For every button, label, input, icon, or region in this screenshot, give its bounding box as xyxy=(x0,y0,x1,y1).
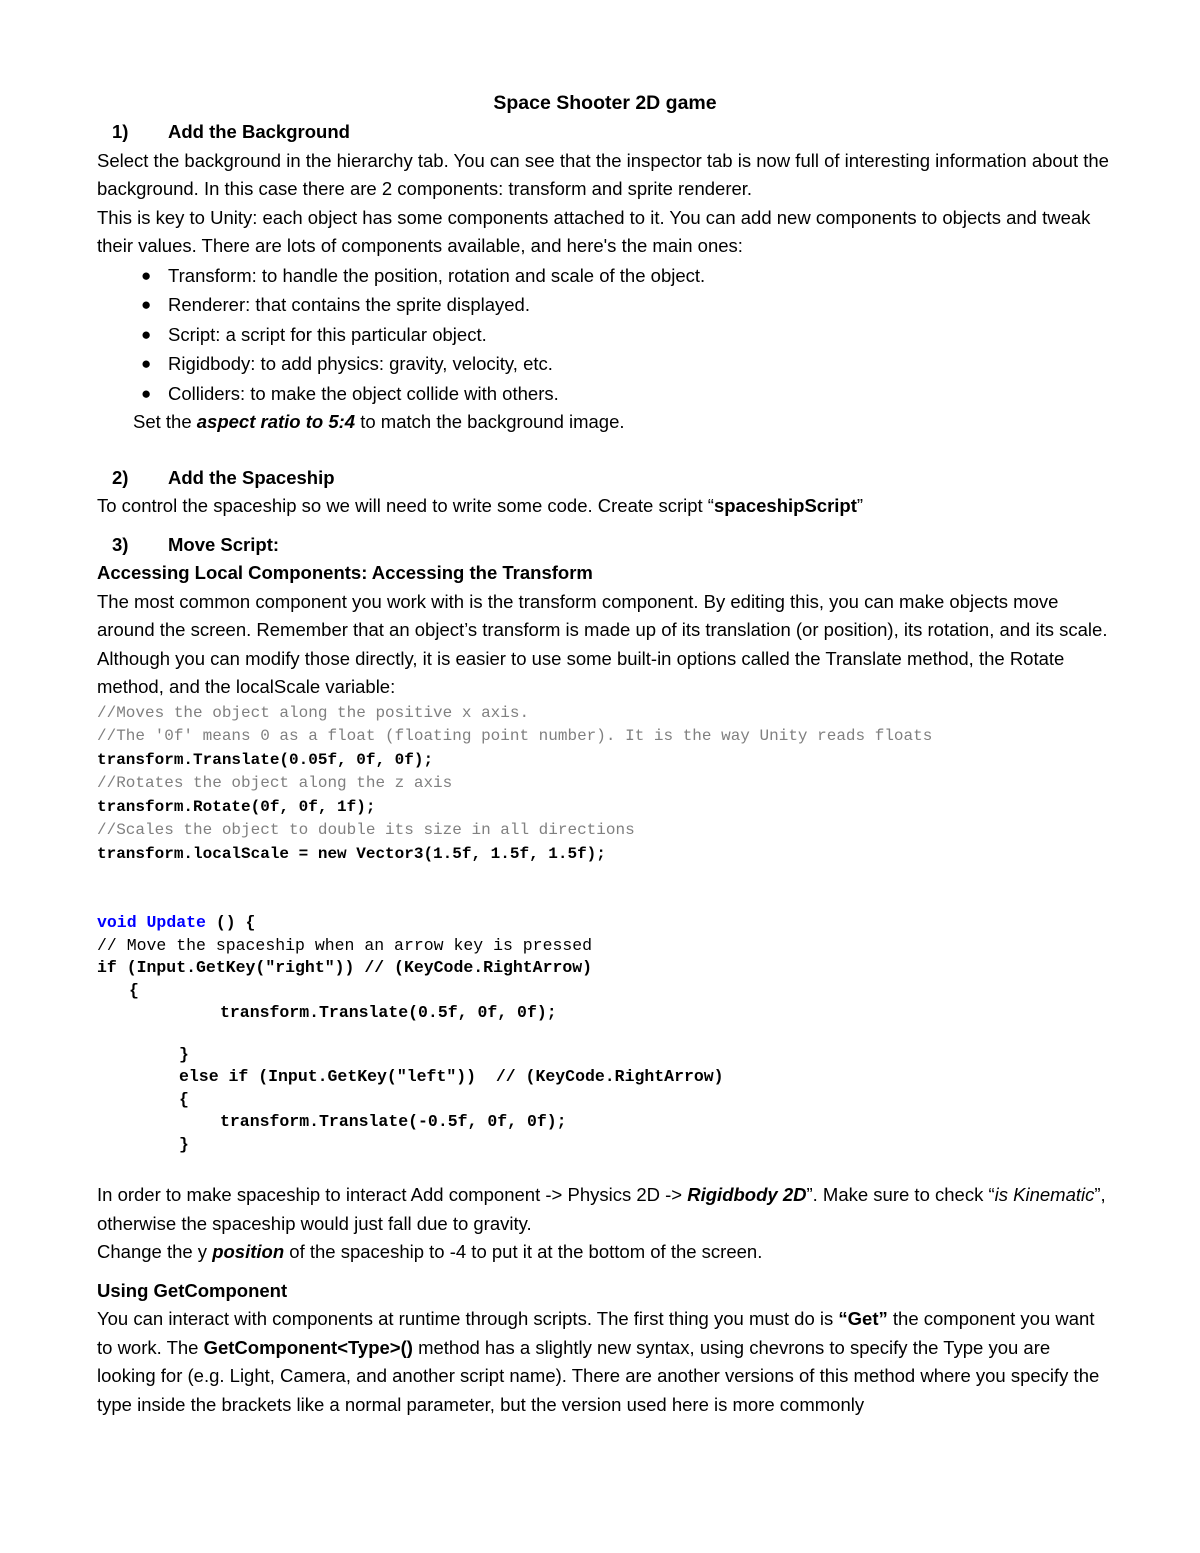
aspect-ratio-note: Set the aspect ratio to 5:4 to match the background image. xyxy=(133,411,625,432)
aspect-ratio-emphasis: aspect ratio to 5:4 xyxy=(196,411,356,432)
getcomponent-paragraph: You can interact with components at runtime through scripts. The first thing you must do is “Get” the component you want to work. The GetComponent<Type>() method has a slightly new syntax, using chevrons to specify the Type you are looking for (e.g. Light, Camera, and another script name). There are another versions of this method where you specify the type inside the brackets like a normal parameter, but the version used here is more commonly xyxy=(97,1308,1100,1415)
code-comment: //The '0f' means 0 as a float (floating point number). It is the way Unity reads floats xyxy=(97,727,933,745)
section-1-title: Add the Background xyxy=(168,121,350,142)
section-2-title: Add the Spaceship xyxy=(168,466,335,488)
section-3-heading xyxy=(97,531,1113,560)
transform-subheading: Accessing Local Components: Accessing the Transform xyxy=(97,562,593,583)
code-line: transform.Rotate(0f, 0f, 1f); xyxy=(97,797,376,816)
code-comment: // Move the spaceship when an arrow key is pressed xyxy=(97,935,593,955)
list-item: ● Renderer: that contains the sprite displayed. xyxy=(97,290,1113,320)
code-line: } xyxy=(179,1044,189,1064)
document-body xyxy=(97,88,1113,1419)
transform-paragraph: The most common component you work with is the transform component. By editing this, you can make objects move around the screen. Remember that an object’s transform is made up of its translation (or position), its rotation, and its scale. Although you can modify those directly, it is easier to use some built-in options called the Translate method, the Rotate method, and the localScale variable: xyxy=(97,590,1108,697)
code-line: else if (Input.GetKey("left")) // (KeyCode.RightArrow) xyxy=(179,1067,724,1086)
list-item: ● Transform: to handle the position, rotation and scale of the object. xyxy=(97,261,1113,291)
page-title: Space Shooter 2D game xyxy=(493,92,717,114)
section-1-paragraph-2: This is key to Unity: each object has some components attached to it. You can add new components to objects and tweak their values. There are lots of components available, and here's the main ones: xyxy=(97,206,1091,256)
section-3-title: Move Script: xyxy=(168,533,280,555)
bullet-icon: ● xyxy=(141,324,152,344)
code-line: transform.localScale = new Vector3(1.5f, 1.5f, 1.5f); xyxy=(97,844,606,863)
section-2-paragraph: To control the spaceship so we will need to write some code. Create script “spaceshipScript” xyxy=(97,495,864,516)
rigidbody-paragraph: In order to make spaceship to interact Add component -> Physics 2D -> Rigidbody 2D”. Make sure to check “is Kinematic”, otherwise the spaceship would just fall due to gravity. xyxy=(97,1184,1106,1234)
code-block-transform xyxy=(97,702,1113,867)
code-line: { xyxy=(129,980,139,1000)
section-2-number: 2) xyxy=(112,466,129,488)
bullet-icon: ● xyxy=(141,383,152,403)
code-line: } xyxy=(179,1134,189,1154)
bullet-icon: ● xyxy=(141,265,152,285)
code-line: transform.Translate(-0.5f, 0f, 0f); xyxy=(220,1112,567,1131)
list-item: ● Rigidbody: to add physics: gravity, velocity, etc. xyxy=(97,349,1113,379)
code-line: { xyxy=(179,1089,189,1109)
list-item: ● Colliders: to make the object collide with others. xyxy=(97,379,1113,409)
code-line: void Update () { xyxy=(97,913,256,932)
components-list xyxy=(97,261,1113,409)
script-name: spaceshipScript xyxy=(713,495,857,516)
code-block-update xyxy=(97,912,1113,1156)
code-comment: //Moves the object along the positive x axis. xyxy=(97,703,530,722)
section-1-heading xyxy=(97,118,1113,147)
bullet-icon: ● xyxy=(141,295,152,314)
bullet-icon: ● xyxy=(141,354,152,373)
code-line: transform.Translate(0.05f, 0f, 0f); xyxy=(97,750,434,769)
code-line: transform.Translate(0.5f, 0f, 0f); xyxy=(220,1003,557,1022)
code-comment: //Scales the object to double its size in all directions xyxy=(97,821,635,839)
list-item: ● Script: a script for this particular object. xyxy=(97,320,1113,350)
code-comment: //Rotates the object along the z axis xyxy=(97,774,453,792)
section-3-number: 3) xyxy=(112,533,129,555)
getcomponent-subheading: Using GetComponent xyxy=(97,1279,288,1301)
position-paragraph: Change the y position of the spaceship to -4 to put it at the bottom of the screen. xyxy=(97,1241,763,1262)
section-1-paragraph-1: Select the background in the hierarchy tab. You can see that the inspector tab is now full of interesting information about the background. In this case there are 2 components: transform and sprite renderer. xyxy=(97,149,1109,199)
code-line: if (Input.GetKey("right")) // (KeyCode.RightArrow) xyxy=(97,958,593,977)
section-2-heading xyxy=(97,464,1113,493)
section-1-number: 1) xyxy=(112,121,129,142)
